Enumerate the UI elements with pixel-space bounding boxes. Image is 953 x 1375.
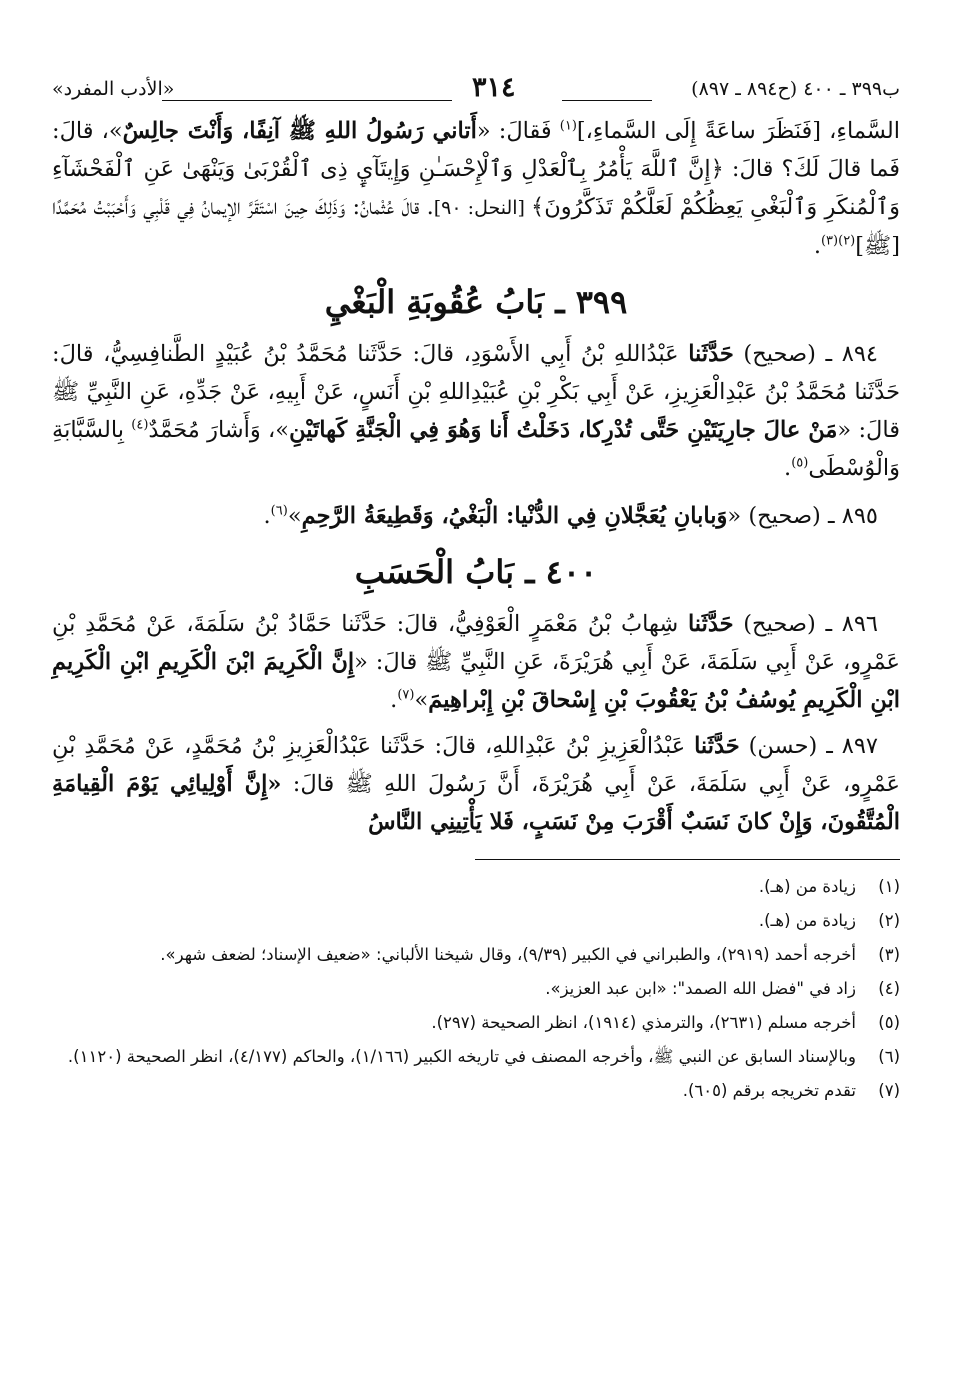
footnote-number: (٢) [878, 911, 900, 930]
hadith-tail: . [784, 455, 792, 481]
footnote-ref[interactable]: (٤) [131, 417, 149, 433]
page-number: ٣١٤ [472, 72, 516, 103]
hadith-matn: وَبابانِ يُعَجَّلانِ فِي الدُّنْيا: الْبَغْيُ، وَقَطِيعَةُ الرَّحِمِ [301, 503, 728, 529]
intro-text: فَقالَ: « [476, 118, 560, 144]
haddathana: حَدَّثَنا [688, 341, 734, 367]
footnote-number: (٧) [878, 1081, 900, 1100]
footnote-item [52, 974, 900, 1004]
footnote-text: وبالإسناد السابق عن النبي ﷺ، وأخرجه المصنف في تاريخه الكبير (١/١٦٦)، والحاكم (٤/١٧٧)، انظر الصحيحة (١١٢٠). [67, 1047, 856, 1066]
header-rule-left [162, 100, 452, 101]
footnote-ref[interactable]: (٧) [397, 687, 415, 703]
quran-verse: ﴿إِنَّ ٱللَّهَ يَأْمُرُ بِٱلْعَدْلِ وَٱلْإِحْسَـٰنِ وَإِيتَآيِٕ ذِى ٱلْقُرْبَىٰ وَيَنْهَىٰ عَنِ ٱلْفَحْشَآءِ وَٱلْمُنكَرِ وَٱلْبَغْىِ يَعِظُكُمْ لَعَلَّكُمْ تَذَكَّرُونَ﴾ [52, 156, 900, 220]
hadith-894 [52, 335, 900, 487]
hadith-isnad: عَبْدُالْعَزِيزِ بْنُ عَبْدِاللهِ، قالَ: حَدَّثَنا عَبْدُالْعَزِيزِ بْنُ مُحَمَّدٍ، عَنْ مُحَمَّدِ بْنِ عَمْرٍو، عَنْ أَبِي سَلَمَةَ، عَنْ أَبِي هُرَيْرَةَ، أَنَّ رَسُولَ اللهِ ﷺ قالَ: [52, 733, 900, 797]
hadith-matn: مَنْ عالَ جارِيَتَيْنِ حَتَّى تُدْرِكا، دَخَلْتُ أَنا وَهُوَ فِي الْجَنَّةِ كَهاتَيْنِ [289, 417, 838, 443]
hadith-matn: إِنَّ الْكَرِيمَ ابْنَ الْكَرِيمِ ابْنِ الْكَرِيمِ ابْنِ الْكَرِيمِ يُوسُفُ بْنُ يَعْقُوبَ بْنِ إِسْحاقَ بْنِ إِبْراهِيمَ [52, 649, 900, 713]
hadith-matn: «إِنَّ أَوْلِيائِي يَوْمَ الْقِيامَةِ الْمُتَّقُونَ، وَإِنْ كانَ نَسَبٌ أَقْرَبَ مِنْ نَسَبٍ، فَلا يَأْتِينِي النَّاسُ [52, 771, 900, 835]
footnote-text: زاد في "فضل الله الصمد": «ابن عبد العزيز». [545, 979, 856, 998]
hadith-number: ٨٩٥ ـ (صحيح) « [727, 503, 878, 529]
hadith-isnad: عَبْدُاللهِ بْنُ أَبِي الأَسْوَدِ، قالَ: حَدَّثَنا مُحَمَّدُ بْنُ عُبَيْدٍ الطَّنافِسِيُّ، قالَ: حَدَّثَنا مُحَمَّدُ بْنُ عَبْدِالْعَزِيزِ، عَنْ أَبِي بَكْرِ بْنِ عُبَيْدِاللهِ بْنِ أَنَسٍ، عَنْ أَبِيهِ، عَنْ جَدِّهِ، عَنِ النَّبِيِّ ﷺ قالَ: « [52, 341, 900, 443]
intro-text: »، قالَ: فَما قالَ لَكَ؟ قالَ: [52, 118, 900, 182]
hadith-matn: أَتاني رَسُولُ اللهِ ﷺ آنِفًا، وَأَنْتَ جالِسٌ [122, 118, 477, 144]
section-title-399: ٣٩٩ ـ بَابُ عُقُوبَةِ الْبَغْيِ [324, 283, 628, 321]
footnote-number: (٥) [878, 1013, 900, 1032]
footnote-number: (٤) [878, 979, 900, 998]
header-rule-right [562, 100, 652, 101]
section-title-400: ٤٠٠ ـ بَابُ الْحَسَبِ [354, 553, 598, 591]
footnote-ref[interactable]: (٥) [791, 455, 809, 471]
haddathana: حَدَّثَنا [694, 733, 740, 759]
book-page [52, 72, 900, 1110]
footnote-text: زيادة من (هـ). [758, 877, 856, 896]
footnote-text: تقدم تخريجه برقم (٦٠٥). [682, 1081, 856, 1100]
footnotes [52, 872, 900, 1106]
hadith-number: ٨٩٤ ـ (صحيح) [733, 341, 879, 367]
hadith-tail: » [287, 503, 302, 529]
footnote-item [52, 1076, 900, 1106]
hadith-number: ٨٩٦ ـ (صحيح) [733, 611, 879, 637]
footnote-item [52, 872, 900, 902]
footnote-text: أخرجه أحمد (٢٩١٩)، والطبراني في الكبير (٩/٣٩)، وقال شيخنا الألباني: «ضعيف الإسناد؛ لضعف شهر». [160, 945, 856, 964]
footnote-item [52, 1042, 900, 1072]
footnote-item [52, 1008, 900, 1038]
footnote-number: (١) [878, 877, 900, 896]
header-book-title: «الأدب المفرد» [52, 78, 175, 100]
hadith-895 [52, 497, 900, 535]
footnote-item [52, 940, 900, 970]
intro-text: السَّماءِ، [فَنَظَرَ ساعَةً إِلَى السَّماءِ،] [576, 118, 901, 144]
hadith-tail: . [263, 503, 271, 529]
footnote-separator [475, 859, 900, 860]
intro-text: . قالَ عُثْمانُ: وَذَلِكَ حِينَ اسْتَقَرَّ الإيمانُ فِي قَلْبِي وَأَحْبَبْتُ مُحَمَّدًا [ﷺ] [52, 194, 900, 259]
hadith-tail: » [414, 687, 429, 713]
footnote-ref[interactable]: (١) [559, 118, 577, 134]
footnote-item [52, 906, 900, 936]
intro-paragraph: السَّماءِ، [فَنَظَرَ ساعَةً إِلَى السَّماءِ،]$^{(١)}$ فَقالَ: «أَتاني رَسُولُ اللهِ ﷺ آنِفًا، وَأَنْتَ جالِسٌ»، قالَ: فَما قالَ لَكَ؟ قالَ: ﴿إِنَّ ٱللَّهَ يَأْمُرُ بِٱلْعَدْلِ وَٱلْإِحْسَـٰنِ وَإِيتَآيِٕ ذِى ٱلْقُرْبَىٰ وَيَنْهَىٰ عَنِ ٱلْفَحْشَآءِ وَٱلْمُنكَرِ وَٱلْبَغْىِ يَعِظُكُمْ لَعَلَّكُمْ تَذَكَّرُونَ﴾ [النحل: ٩٠]. قالَ عُثْمانُ: وَذَلِكَ حِينَ اسْتَقَرَّ الإيمانُ فِي قَلْبِي وَأَحْبَبْتُ مُحَمَّدًا [ﷺ]$^{(٢)(٣)}$. [52, 118, 901, 259]
footnote-ref[interactable]: (٢) [838, 233, 856, 249]
footnote-text: أخرجه مسلم (٢٦٣١)، والترمذي (١٩١٤)، انظر الصحيحة (٢٩٧). [431, 1013, 856, 1032]
haddathana: حَدَّثَنا [687, 611, 734, 637]
hadith-tail: »، وَأَشارَ مُحَمَّدٌ [148, 417, 290, 443]
running-header [52, 72, 900, 112]
footnote-number: (٣) [878, 945, 900, 964]
footnote-ref[interactable]: (٦) [270, 503, 288, 519]
hadith-tail: بِالسَّبَّابَةِ وَالْوُسْطَى [52, 417, 900, 481]
hadith-896 [52, 605, 900, 719]
quran-reference: [النحل: ٩٠] [433, 197, 532, 219]
footnote-ref[interactable]: (٣) [820, 233, 839, 249]
hadith-number: ٨٩٧ ـ (حسن) [739, 733, 878, 759]
hadith-897 [52, 727, 900, 841]
footnote-text: زيادة من (هـ). [758, 911, 856, 930]
hadith-tail: . [390, 687, 398, 713]
footnote-number: (٦) [878, 1047, 900, 1066]
header-chapter-range: ب٣٩٩ ـ ٤٠٠ (ح٨٩٤ ـ ٨٩٧) [691, 78, 900, 100]
hadith-isnad: شِهابُ بْنُ مَعْمَرٍ الْعَوْفِيُّ، قالَ: حَدَّثَنا حَمَّادُ بْنُ سَلَمَةَ، عَنْ مُحَمَّدِ بْنِ عَمْرٍو، عَنْ أَبِي سَلَمَةَ، عَنْ أَبِي هُرَيْرَةَ، عَنِ النَّبِيِّ ﷺ قالَ: « [52, 611, 900, 675]
